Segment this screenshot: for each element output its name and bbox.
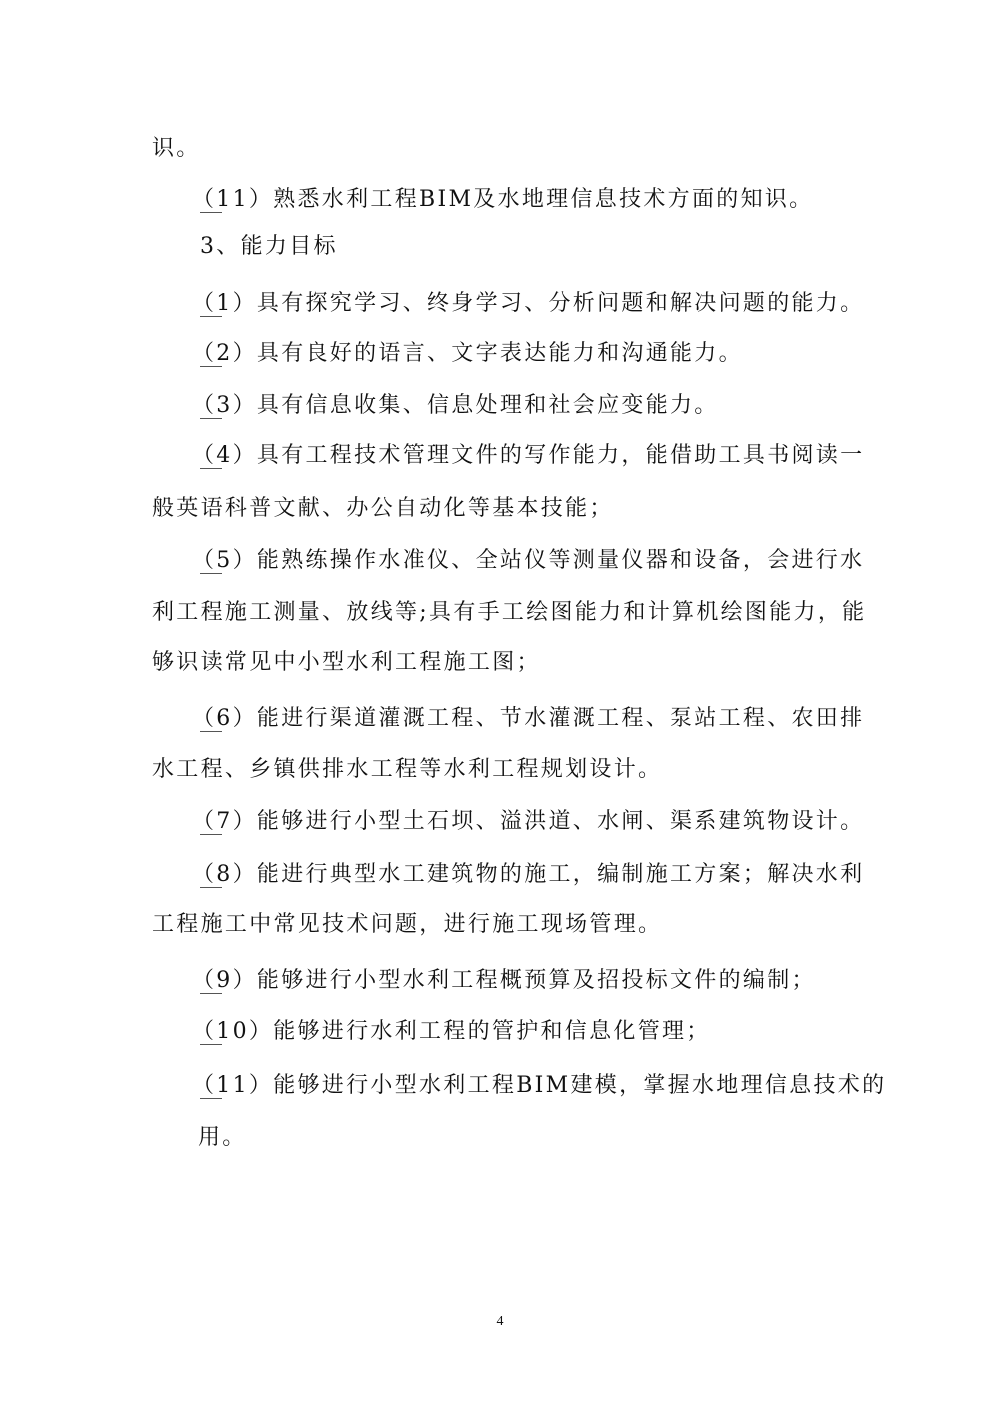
page-number: 4 [496,1314,504,1329]
paragraph-mark [200,1044,222,1045]
paragraph-mark [200,468,222,469]
paragraph-mark [200,887,222,888]
text-line-4: （1）具有探究学习、终身学习、分析问题和解决问题的能力。 [192,291,865,316]
paragraph-mark [200,1098,222,1099]
text-line-16: 工程施工中常见技术问题，进行施工现场管理。 [152,912,663,937]
text-line-8: 般英语科普文献、办公自动化等基本技能； [152,496,614,521]
paragraph-mark [200,212,222,213]
text-line-19: （11）能够进行小型水利工程BIM建模，掌握水地理信息技术的 [192,1073,887,1098]
text-line-13: 水工程、乡镇供排水工程等水利工程规划设计。 [152,757,663,782]
paragraph-mark [200,834,222,835]
text-line-10: 利工程施工测量、放线等;具有手工绘图能力和计算机绘图能力，能 [152,600,867,625]
paragraph-mark [200,418,222,419]
text-line-14: （7）能够进行小型土石坝、溢洪道、水闸、渠系建筑物设计。 [192,809,865,834]
text-line-2: （11）熟悉水利工程BIM及水地理信息技术方面的知识。 [192,187,814,212]
text-line-7: （4）具有工程技术管理文件的写作能力，能借助工具书阅读一 [192,443,865,468]
paragraph-mark [200,366,222,367]
text-line-20: 用。 [198,1125,247,1150]
text-line-1: 识。 [152,136,201,161]
paragraph-mark [200,316,222,317]
paragraph-mark [200,573,222,574]
text-line-6: （3）具有信息收集、信息处理和社会应变能力。 [192,393,719,418]
text-line-18: （10）能够进行水利工程的管护和信息化管理； [192,1019,711,1044]
text-line-9: （5）能熟练操作水准仪、全站仪等测量仪器和设备，会进行水 [192,548,865,573]
text-line-15: （8）能进行典型水工建筑物的施工，编制施工方案；解决水利 [192,862,865,887]
paragraph-mark [200,731,222,732]
paragraph-mark [200,993,222,994]
text-line-12: （6）能进行渠道灌溉工程、节水灌溉工程、泵站工程、农田排 [192,706,865,731]
text-line-17: （9）能够进行小型水利工程概预算及招投标文件的编制； [192,968,816,993]
text-line-11: 够识读常见中小型水利工程施工图； [152,650,541,675]
section-heading: 3、能力目标 [200,234,338,259]
text-line-5: （2）具有良好的语言、文字表达能力和沟通能力。 [192,341,743,366]
